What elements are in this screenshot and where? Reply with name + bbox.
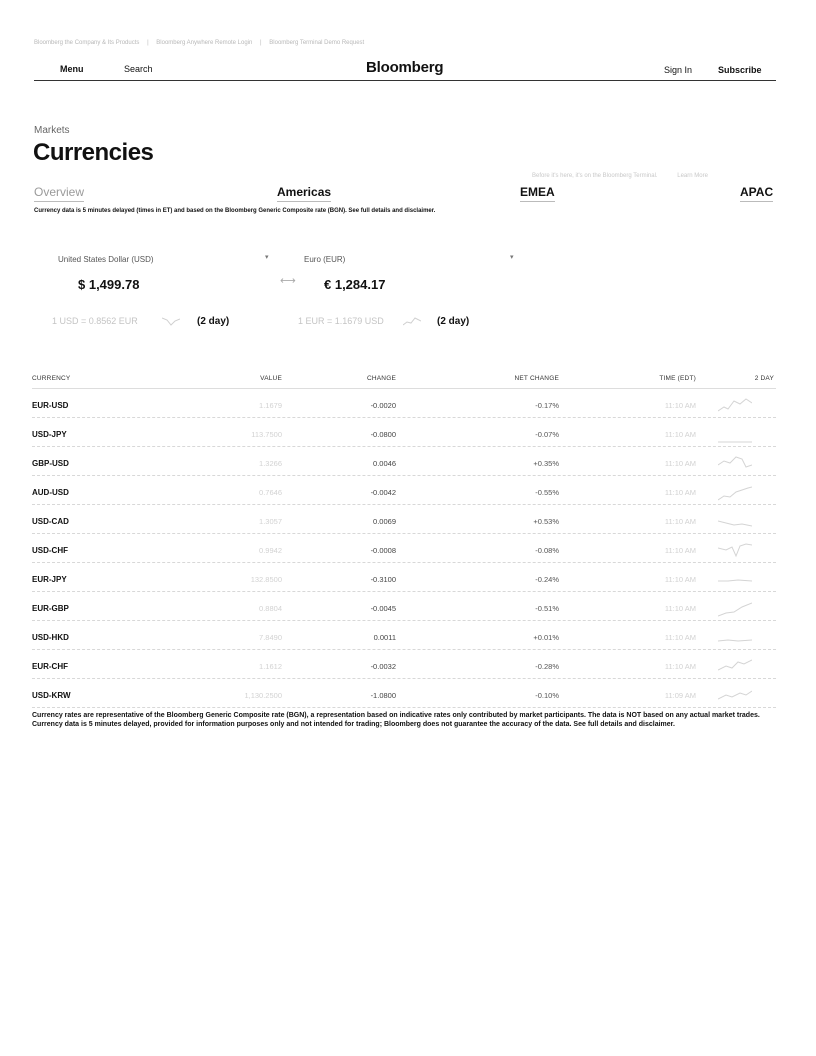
change-cell: -0.0008: [370, 546, 396, 555]
value-cell: 1.1612: [259, 662, 282, 671]
sparkline-icon: [718, 453, 752, 473]
time-cell: 11:10 AM: [664, 604, 696, 613]
page-title: Currencies: [33, 139, 154, 166]
currency-pair-link[interactable]: USD-HKD: [32, 633, 69, 642]
value-cell: 0.7646: [259, 488, 282, 497]
table-row[interactable]: [32, 476, 776, 505]
value-cell: 1.3057: [259, 517, 282, 526]
table-row[interactable]: [32, 592, 776, 621]
value-cell: 7.8490: [259, 633, 282, 642]
value-cell: 1,130.2500: [244, 691, 282, 700]
currency-pair-link[interactable]: USD-CAD: [32, 517, 69, 526]
value-cell: 132.8500: [250, 575, 282, 584]
currency-pair-link[interactable]: USD-KRW: [32, 691, 71, 700]
period-label: (2 day): [197, 316, 230, 327]
period-label: (2 day): [437, 316, 470, 327]
net-change-cell: -0.10%: [535, 691, 559, 700]
tab-emea[interactable]: EMEA: [520, 185, 555, 202]
tab-overview[interactable]: Overview: [34, 185, 84, 202]
time-cell: 11:10 AM: [664, 546, 696, 555]
chevron-down-icon[interactable]: ▾: [510, 254, 514, 261]
value-cell: 0.8804: [259, 604, 282, 613]
time-cell: 11:09 AM: [664, 691, 696, 700]
time-cell: 11:10 AM: [664, 488, 696, 497]
sparkline-icon: [718, 482, 752, 502]
net-change-cell: -0.07%: [535, 430, 559, 439]
tab-apac[interactable]: APAC: [740, 185, 773, 202]
search-button[interactable]: Search: [124, 64, 153, 74]
currency-pair-link[interactable]: USD-CHF: [32, 546, 68, 555]
sparkline-icon: [718, 511, 752, 531]
sparkline-icon: [403, 316, 421, 326]
value-cell: 1.3266: [259, 459, 282, 468]
sparkline-icon: [718, 424, 752, 444]
sparkline-icon: [718, 598, 752, 618]
header-2-day: 2 DAY: [754, 375, 774, 382]
menu-button[interactable]: Menu: [60, 64, 84, 74]
to-currency-select[interactable]: Euro (EUR): [304, 255, 346, 264]
table-row[interactable]: [32, 679, 776, 708]
time-cell: 11:10 AM: [664, 459, 696, 468]
table-row[interactable]: [32, 505, 776, 534]
net-change-cell: -0.28%: [535, 662, 559, 671]
sparkline-icon: [718, 627, 752, 647]
header-net-change: NET CHANGE: [514, 375, 559, 382]
sparkline-icon: [718, 656, 752, 676]
currency-pair-link[interactable]: EUR-GBP: [32, 604, 69, 613]
table-row[interactable]: [32, 389, 776, 418]
value-cell: 1.1679: [259, 401, 282, 410]
table-row[interactable]: [32, 563, 776, 592]
value-cell: 113.7500: [251, 430, 282, 439]
swap-arrows-icon[interactable]: ⟷: [280, 275, 296, 287]
time-cell: 11:10 AM: [664, 662, 696, 671]
top-link-company[interactable]: Bloomberg the Company & Its Products: [34, 40, 140, 46]
sign-in-link[interactable]: Sign In: [664, 65, 693, 75]
change-cell: 0.0046: [373, 459, 396, 468]
top-link-remote-login[interactable]: Bloomberg Anywhere Remote Login: [156, 40, 253, 46]
header-time: TIME (EDT): [659, 375, 696, 382]
change-cell: 0.0069: [373, 517, 396, 526]
time-cell: 11:10 AM: [664, 430, 696, 439]
section-label[interactable]: Markets: [34, 125, 70, 136]
time-cell: 11:10 AM: [664, 633, 696, 642]
subscribe-link[interactable]: Subscribe: [718, 65, 762, 75]
change-cell: -0.0045: [370, 604, 396, 613]
sparkline-icon: [718, 540, 752, 560]
delay-disclaimer-note: Currency data is 5 minutes delayed (times in ET) and based on the Bloomberg Generic Composite rate (BGN). See full details and disclaimer.: [34, 208, 436, 214]
change-cell: -0.0042: [370, 488, 396, 497]
table-row[interactable]: [32, 621, 776, 650]
top-link-separator: |: [147, 40, 149, 46]
currency-pair-link[interactable]: EUR-CHF: [32, 662, 68, 671]
sparkline-icon: [162, 316, 180, 326]
footer-disclaimer: Currency rates are representative of the Bloomberg Generic Composite rate (BGN), a representation based on indicative rates only contributed by market participants. The data is NOT based on any actual market trades. Currency data is 5 minutes delayed, provided for information purposes only and not intended for trading; Bloomberg does not guarantee the accuracy of the data. See full details and disclaimer.: [32, 712, 760, 728]
currency-pair-link[interactable]: EUR-JPY: [32, 575, 67, 584]
change-cell: -0.0020: [370, 401, 396, 410]
header-value: VALUE: [260, 375, 282, 382]
net-change-cell: -0.51%: [535, 604, 559, 613]
promo-text: Before it's here, it's on the Bloomberg Terminal.: [532, 173, 658, 179]
net-change-cell: -0.17%: [535, 401, 559, 410]
header-change: CHANGE: [366, 375, 396, 382]
to-amount-input[interactable]: € 1,284.17: [324, 277, 386, 292]
time-cell: 11:10 AM: [664, 401, 696, 410]
change-cell: 0.0011: [373, 633, 396, 642]
sparkline-icon: [718, 685, 752, 705]
tab-americas[interactable]: Americas: [277, 185, 331, 202]
table-row[interactable]: [32, 447, 776, 476]
table-header: [32, 372, 776, 389]
change-cell: -0.3100: [370, 575, 396, 584]
header-currency: CURRENCY: [32, 375, 71, 382]
main-navigation: [34, 58, 776, 81]
top-links-bar: [34, 40, 370, 46]
sparkline-icon: [718, 569, 752, 589]
to-rate-text: 1 EUR = 1.1679 USD: [298, 316, 384, 326]
table-row[interactable]: [32, 418, 776, 447]
net-change-cell: +0.35%: [533, 459, 559, 468]
change-cell: -0.0800: [370, 430, 396, 439]
time-cell: 11:10 AM: [664, 575, 696, 584]
table-row[interactable]: [32, 534, 776, 563]
net-change-cell: +0.01%: [533, 633, 559, 642]
change-cell: -1.0800: [370, 691, 396, 700]
table-row[interactable]: [32, 650, 776, 679]
sparkline-icon: [718, 395, 752, 415]
currency-pair-link[interactable]: GBP-USD: [32, 459, 69, 468]
currency-pair-link[interactable]: USD-JPY: [32, 430, 67, 439]
net-change-cell: +0.53%: [533, 517, 559, 526]
top-link-separator: |: [260, 40, 262, 46]
from-rate-text: 1 USD = 0.8562 EUR: [52, 316, 138, 326]
terminal-promo: [532, 173, 708, 179]
bloomberg-logo[interactable]: Bloomberg: [366, 59, 444, 76]
net-change-cell: -0.24%: [535, 575, 559, 584]
net-change-cell: -0.55%: [535, 488, 559, 497]
chevron-down-icon[interactable]: ▾: [265, 254, 269, 261]
net-change-cell: -0.08%: [535, 546, 559, 555]
currency-table: [32, 372, 776, 708]
from-currency-select[interactable]: United States Dollar (USD): [58, 255, 154, 264]
learn-more-link[interactable]: Learn More: [677, 173, 708, 179]
time-cell: 11:10 AM: [664, 517, 696, 526]
currency-pair-link[interactable]: AUD-USD: [32, 488, 69, 497]
change-cell: -0.0032: [370, 662, 396, 671]
from-amount-input[interactable]: $ 1,499.78: [78, 277, 140, 292]
top-link-demo-request[interactable]: Bloomberg Terminal Demo Request: [269, 40, 365, 46]
value-cell: 0.9942: [259, 546, 282, 555]
currency-pair-link[interactable]: EUR-USD: [32, 401, 69, 410]
